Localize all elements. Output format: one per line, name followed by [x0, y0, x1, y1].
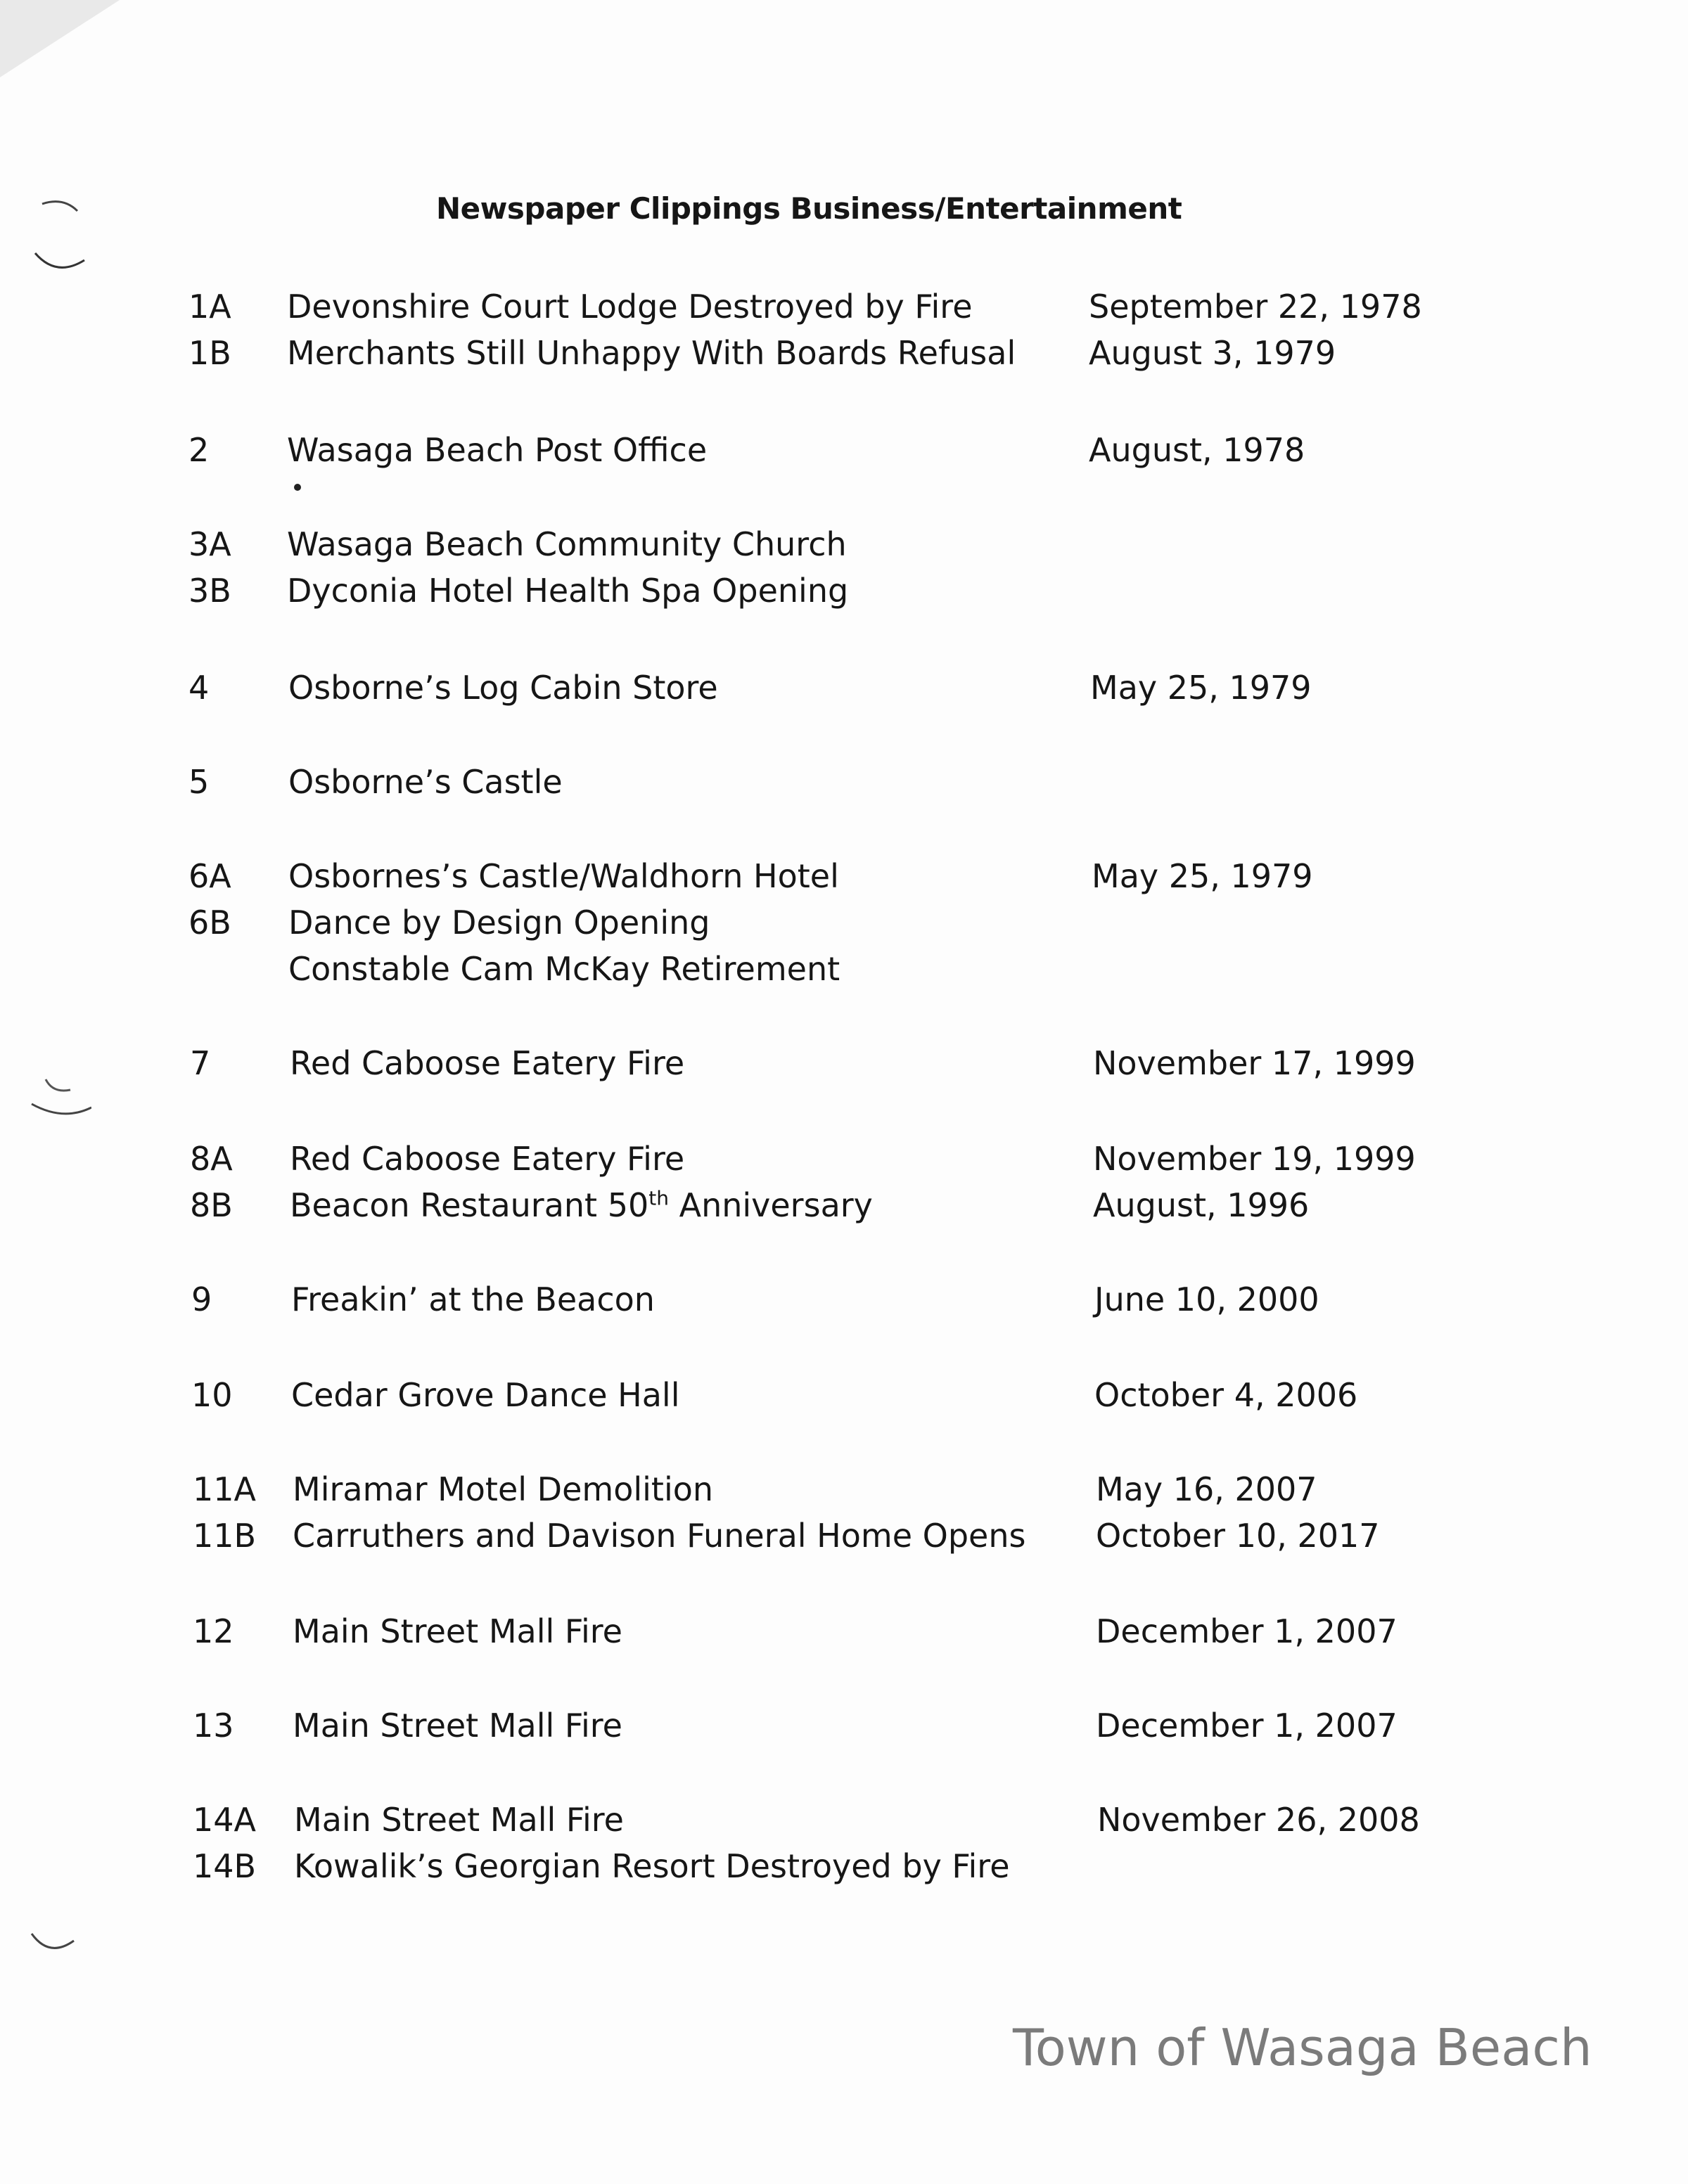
entry-date: November 26, 2008 [1097, 1801, 1420, 1839]
entry-title: Miramar Motel Demolition [293, 1470, 714, 1508]
ordinal-suffix: th [648, 1186, 669, 1210]
entry-date: October 10, 2017 [1096, 1517, 1380, 1555]
list-item [190, 1041, 1428, 1086]
entry-number: 1B [188, 334, 231, 372]
entry-number: 5 [188, 763, 210, 801]
entry-number: 4 [188, 669, 210, 707]
entry-title: Dyconia Hotel Health Spa Opening [287, 572, 849, 610]
entry-number: 2 [188, 431, 210, 469]
entry-title: Merchants Still Unhappy With Boards Refusal [287, 334, 1016, 372]
entry-title: Osbornes’s Castle/Waldhorn Hotel [288, 857, 839, 895]
entry-date: August, 1996 [1093, 1186, 1310, 1224]
list-item [188, 665, 1426, 710]
entry-title: Devonshire Court Lodge Destroyed by Fire [287, 288, 973, 326]
entry-date: November 17, 1999 [1093, 1044, 1416, 1082]
punch-hole-mark [28, 1913, 91, 1990]
list-item [188, 759, 1426, 804]
entry-number: 9 [191, 1280, 212, 1318]
entry-number: 6B [188, 904, 231, 942]
entry-title: Red Caboose Eatery Fire [290, 1044, 685, 1082]
entry-title: Wasaga Beach Community Church [287, 525, 847, 563]
list-item [191, 1373, 1429, 1418]
page-corner-shadow [0, 0, 127, 84]
list-item [193, 1609, 1431, 1654]
entry-number: 10 [191, 1376, 233, 1414]
entry-date: October 4, 2006 [1094, 1376, 1358, 1414]
entry-title: Freakin’ at the Beacon [291, 1280, 655, 1318]
entry-title: Red Caboose Eatery Fire [290, 1140, 685, 1178]
entry-date: May 25, 1979 [1090, 669, 1312, 707]
list-item [188, 522, 1426, 567]
list-item [190, 1183, 1428, 1228]
punch-hole-mark [28, 197, 91, 281]
entry-date: May 16, 2007 [1096, 1470, 1317, 1508]
entry-title: Carruthers and Davison Funeral Home Opens [293, 1517, 1026, 1555]
entry-number: 13 [193, 1707, 234, 1745]
entry-title [290, 1183, 873, 1228]
entry-title: Constable Cam McKay Retirement [288, 950, 840, 988]
entry-date: September 22, 1978 [1089, 288, 1422, 326]
entry-number: 12 [193, 1612, 234, 1650]
entry-date: December 1, 2007 [1096, 1707, 1398, 1745]
entry-title: Cedar Grove Dance Hall [291, 1376, 680, 1414]
entry-number: 8B [190, 1186, 233, 1224]
list-item [188, 854, 1426, 899]
list-item [188, 428, 1426, 473]
entry-date: August, 1978 [1089, 431, 1305, 469]
entry-title-text: Beacon Restaurant 50 [290, 1186, 649, 1224]
list-item [193, 1703, 1431, 1748]
entry-title-suffix: Anniversary [668, 1186, 873, 1224]
entry-title: Main Street Mall Fire [294, 1801, 624, 1839]
entry-number: 14A [193, 1801, 257, 1839]
entry-date: December 1, 2007 [1096, 1612, 1398, 1650]
entry-number: 11B [193, 1517, 257, 1555]
entry-title: Wasaga Beach Post Office [287, 431, 708, 469]
list-item [193, 1513, 1431, 1558]
list-item [188, 946, 1426, 991]
entry-number: 3A [188, 525, 231, 563]
entry-date: November 19, 1999 [1093, 1140, 1416, 1178]
list-item [193, 1797, 1431, 1842]
entry-number: 1A [188, 288, 231, 326]
entry-date: June 10, 2000 [1094, 1280, 1319, 1318]
stray-mark [294, 484, 301, 491]
entry-title: Main Street Mall Fire [293, 1612, 622, 1650]
list-item [191, 1277, 1429, 1322]
entry-number: 8A [190, 1140, 233, 1178]
entry-number: 3B [188, 572, 231, 610]
list-item [188, 568, 1426, 613]
entry-title: Kowalik’s Georgian Resort Destroyed by Fire [294, 1847, 1010, 1885]
list-item [188, 284, 1426, 329]
entry-date: May 25, 1979 [1092, 857, 1313, 895]
document-title: Newspaper Clippings Business/Entertainment [436, 191, 1182, 226]
list-item [190, 1136, 1428, 1181]
list-item [193, 1467, 1431, 1512]
entry-title: Osborne’s Castle [288, 763, 563, 801]
punch-hole-mark [28, 1055, 91, 1132]
list-item [188, 330, 1426, 375]
list-item [193, 1844, 1431, 1889]
entry-title: Osborne’s Log Cabin Store [288, 669, 718, 707]
watermark: Town of Wasaga Beach [1013, 2018, 1592, 2077]
entry-title: Dance by Design Opening [288, 904, 710, 942]
entry-date: August 3, 1979 [1089, 334, 1336, 372]
entry-number: 6A [188, 857, 231, 895]
list-item [188, 900, 1426, 945]
entry-title: Main Street Mall Fire [293, 1707, 622, 1745]
entry-number: 7 [190, 1044, 211, 1082]
entry-number: 11A [193, 1470, 257, 1508]
entry-number: 14B [193, 1847, 257, 1885]
